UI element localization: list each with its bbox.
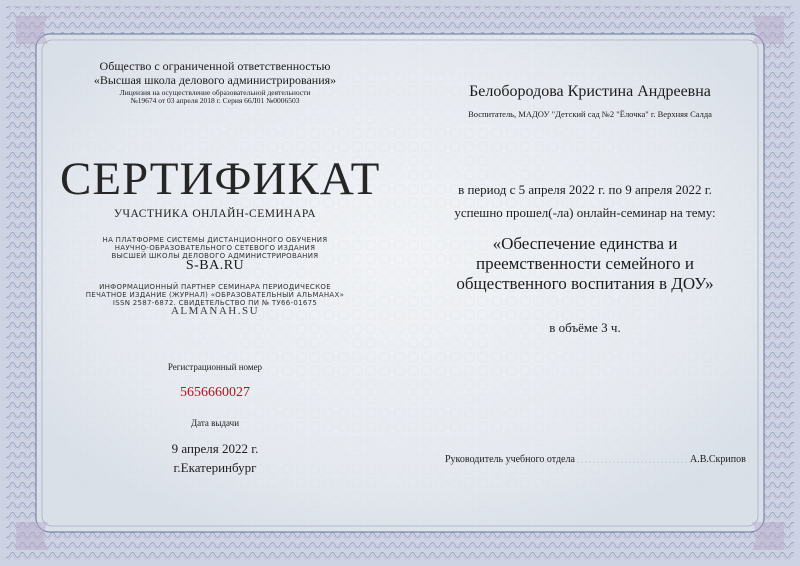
recipient-name: Белобородова Кристина Андреевна — [469, 83, 711, 100]
partner-line2: ПЕЧАТНОЕ ИЗДАНИЕ (ЖУРНАЛ) «ОБРАЗОВАТЕЛЬНЫЙ АЛЬМАНАХ» — [85, 291, 345, 299]
license-line1: Лицензия на осуществление образовательной деятельности — [119, 88, 311, 97]
seminar-topic-line3: общественного воспитания в ДОУ» — [456, 274, 714, 293]
seminar-topic-line2: преемственности семейного и — [475, 254, 695, 273]
recipient-position: Воспитатель, МАДОУ "Детский сад №2 "Ёлочка" г. Верхняя Салда — [468, 109, 712, 119]
seminar-passed-text: успешно прошел(-ла) онлайн-семинар на тему: — [454, 205, 716, 220]
certificate-title: СЕРТИФИКАТ — [60, 153, 381, 205]
registration-label: Регистрационный номер — [167, 362, 263, 372]
registration-number: 5656660027 — [180, 385, 250, 400]
license-line2: №19674 от 03 апреля 2018 г. Серия 66Л01 №0006503 — [130, 96, 300, 105]
issue-date-label: Дата выдачи — [190, 418, 240, 428]
head-of-department-name: А.В.Скрипов — [690, 454, 746, 465]
issue-date: 9 апреля 2022 г. — [171, 441, 259, 456]
seminar-period: в период с 5 апреля 2022 г. по 9 апреля 2022 г. — [458, 182, 712, 197]
platform-line2: НАУЧНО-ОБРАЗОВАТЕЛЬНОГО СЕТЕВОГО ИЗДАНИЯ — [114, 244, 316, 252]
partner-line1: ИНФОРМАЦИОННЫЙ ПАРТНЕР СЕМИНАРА ПЕРИОДИЧЕСКОЕ — [99, 283, 331, 291]
organization-line2: «Высшая школа делового администрирования» — [93, 73, 337, 87]
platform-line1: НА ПЛАТФОРМЕ СИСТЕМЫ ДИСТАНЦИОННОГО ОБУЧЕНИЯ — [102, 236, 328, 244]
seminar-volume: в объёме 3 ч. — [549, 320, 621, 335]
head-of-department-label: Руководитель учебного отдела — [445, 454, 575, 465]
site-secondary: ALMANAH.SU — [170, 305, 260, 317]
platform-line3: ВЫСШЕЙ ШКОЛЫ ДЕЛОВОГО АДМИНИСТРИРОВАНИЯ — [111, 252, 319, 260]
site-primary: S-BA.RU — [185, 258, 245, 273]
certificate-subtitle: УЧАСТНИКА ОНЛАЙН-СЕМИНАРА — [113, 208, 317, 220]
partner-line3: ISSN 2587-6872. СВИДЕТЕЛЬСТВО ПИ № ТУ66-01675 — [112, 299, 318, 307]
issue-city: г.Екатеринбург — [173, 460, 257, 475]
seminar-topic-line1: «Обеспечение единства и — [492, 234, 678, 253]
organization-line1: Общество с ограниченной ответственностью — [99, 59, 331, 73]
